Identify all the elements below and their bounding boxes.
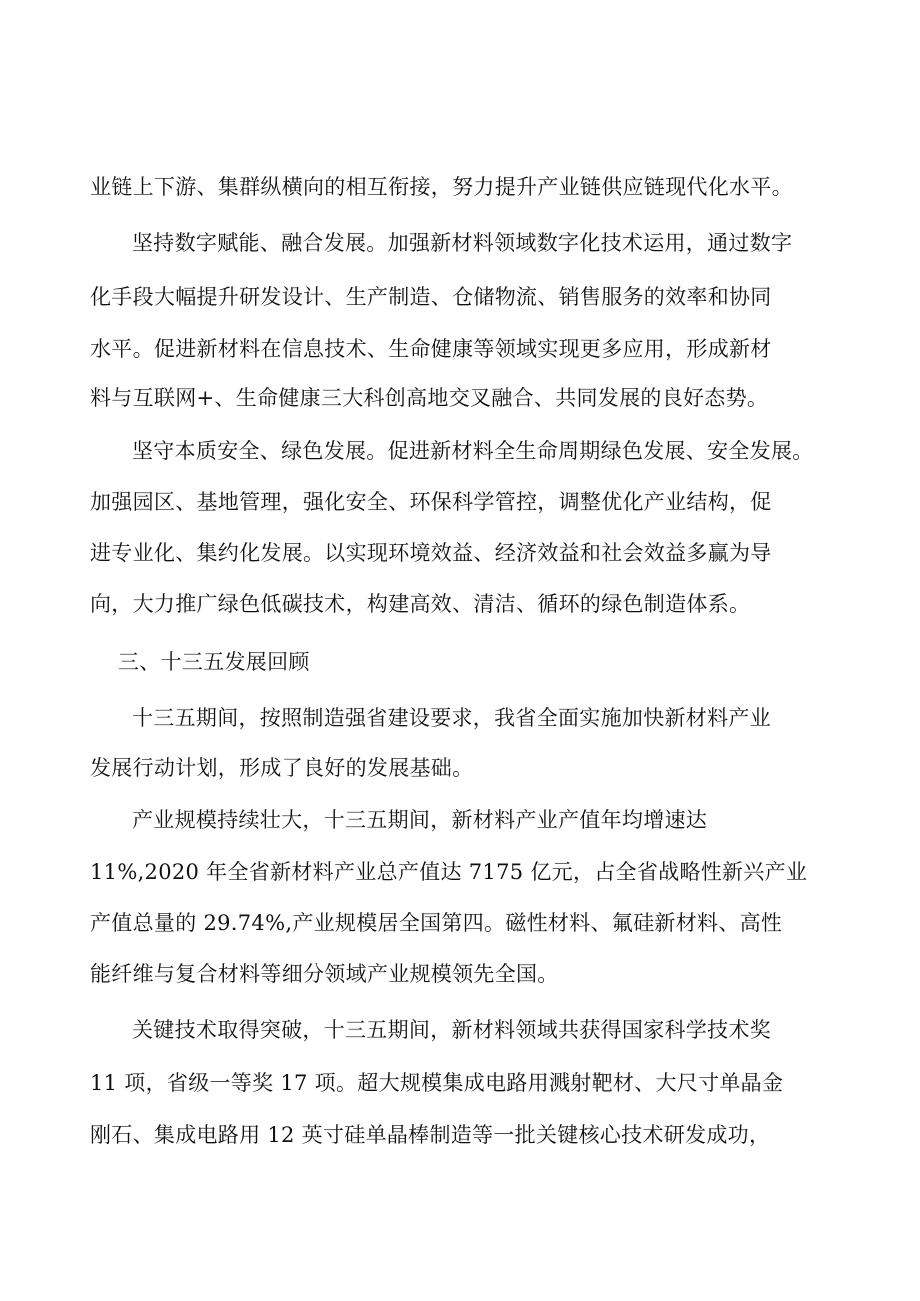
text-line: 11 项，省级一等奖 17 项。超大规模集成电路用溅射靶材、大尺寸单晶金 xyxy=(90,1071,784,1095)
text-line: 坚持数字赋能、融合发展。加强新材料领域数字化技术运用，通过数字 xyxy=(132,231,793,255)
text-line: 向，大力推广绿色低碳技术，构建高效、清洁、循环的绿色制造体系。 xyxy=(90,592,751,616)
text-line: 十三五期间，按照制造强省建设要求，我省全面实施加快新材料产业 xyxy=(132,706,771,730)
text-line: 产值总量的 29.74%,产业规模居全国第四。磁性材料、氟硅新材料、高性 xyxy=(90,911,783,935)
text-line: 发展行动计划，形成了良好的发展基础。 xyxy=(90,756,474,780)
section-heading: 三、十三五发展回顾 xyxy=(118,650,310,674)
text-line: 产业规模持续壮大，十三五期间，新材料产业产值年均增速达 xyxy=(132,808,708,832)
text-line: 关键技术取得突破，十三五期间，新材料领域共获得国家科学技术奖 xyxy=(132,1018,771,1042)
text-line: 业链上下游、集群纵横向的相互衔接，努力提升产业链供应链现代化水平。 xyxy=(90,175,793,199)
text-line: 进专业化、集约化发展。以实现环境效益、经济效益和社会效益多赢为导 xyxy=(90,541,772,565)
text-line: 化手段大幅提升研发设计、生产制造、仓储物流、销售服务的效率和协同 xyxy=(90,285,772,309)
text-line: 能纤维与复合材料等细分领域产业规模领先全国。 xyxy=(90,962,559,986)
text-line: 水平。促进新材料在信息技术、生命健康等领域实现更多应用，形成新材 xyxy=(90,337,772,361)
text-line: 坚守本质安全、绿色发展。促进新材料全生命周期绿色发展、安全发展。 xyxy=(132,439,814,463)
text-line: 料与互联网+、生命健康三大科创高地交叉融合、共同发展的良好态势。 xyxy=(90,386,769,410)
text-line: 刚石、集成电路用 12 英寸硅单晶棒制造等一批关键核心技术研发成功， xyxy=(90,1123,771,1147)
text-line: 加强园区、基地管理，强化安全、环保科学管控，调整优化产业结构，促 xyxy=(90,490,772,514)
text-line: 11%,2020 年全省新材料产业总产值达 7175 亿元，占全省战略性新兴产业 xyxy=(90,860,808,884)
